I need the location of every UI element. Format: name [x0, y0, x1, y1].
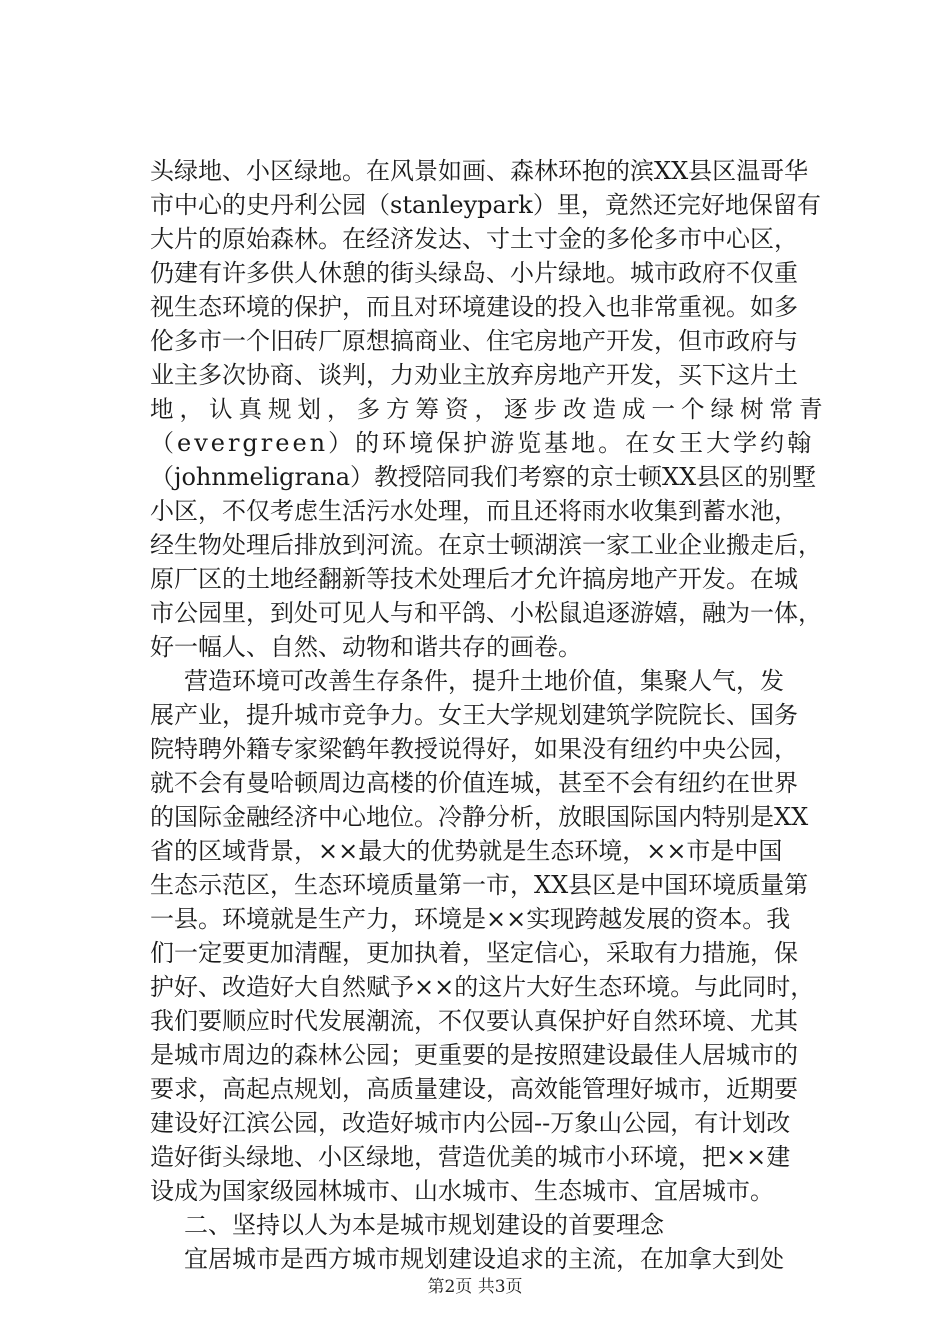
text-line: 市中心的史丹利公园（stanleypark）里，竟然还完好地保留有	[150, 191, 821, 219]
paragraph-start-line: 宜居城市是西方城市规划建设追求的主流，在加拿大到处	[184, 1245, 784, 1273]
text-line: 市公园里，到处可见人与和平鸽、小松鼠追逐游嬉，融为一体，	[150, 599, 822, 627]
text-line: 好一幅人、自然、动物和谐共存的画卷。	[150, 633, 582, 661]
text-line: 们一定要更加清醒，更加执着，坚定信心，采取有力措施，保	[150, 939, 798, 967]
text-line: 展产业，提升城市竞争力。女王大学规划建筑学院院长、国务	[150, 701, 798, 729]
section-heading: 二、坚持以人为本是城市规划建设的首要理念	[184, 1211, 664, 1239]
text-line: 经生物处理后排放到河流。在京士顿湖滨一家工业企业搬走后，	[150, 531, 822, 559]
document-body	[150, 154, 830, 1276]
text-line: 地，认真规划，多方筹资，逐步改造成一个绿树常青	[150, 395, 829, 423]
text-line: 一县。环境就是生产力，环境是××实现跨越发展的资本。我	[150, 905, 791, 933]
text-line: 院特聘外籍专家梁鹤年教授说得好，如果没有纽约中央公园，	[150, 735, 798, 763]
text-line: （johnmeligrana）教授陪同我们考察的京士顿XX县区的别墅	[150, 463, 817, 491]
text-line: 省的区域背景，××最大的优势就是生态环境，××市是中国	[150, 837, 783, 865]
text-line: 的国际金融经济中心地位。冷静分析，放眼国际国内特别是XX	[150, 803, 809, 831]
text-line: 大片的原始森林。在经济发达、寸土寸金的多伦多市中心区，	[150, 225, 798, 253]
text-line: 我们要顺应时代发展潮流，不仅要认真保护好自然环境、尤其	[150, 1007, 798, 1035]
text-line: 仍建有许多供人休憩的街头绿岛、小片绿地。城市政府不仅重	[150, 259, 798, 287]
text-line: 业主多次协商、谈判，力劝业主放弃房地产开发，买下这片土	[150, 361, 798, 389]
text-line: 设成为国家级园林城市、山水城市、生态城市、宜居城市。	[150, 1177, 774, 1205]
text-line: 建设好江滨公园，改造好城市内公园--万象山公园，有计划改	[150, 1109, 791, 1137]
text-line: 要求，高起点规划，高质量建设，高效能管理好城市，近期要	[150, 1075, 798, 1103]
text-line: 护好、改造好大自然赋予××的这片大好生态环境。与此同时，	[150, 973, 815, 1001]
text-line: 原厂区的土地经翻新等技术处理后才允许搞房地产开发。在城	[150, 565, 798, 593]
text-line: 伦多市一个旧砖厂原想搞商业、住宅房地产开发，但市政府与	[150, 327, 798, 355]
text-line: 视生态环境的保护，而且对环境建设的投入也非常重视。如多	[150, 293, 798, 321]
text-line: 造好街头绿地、小区绿地，营造优美的城市小环境，把××建	[150, 1143, 791, 1171]
text-line: 就不会有曼哈顿周边高楼的价值连城，甚至不会有纽约在世界	[150, 769, 798, 797]
text-line: （evergreen）的环境保护游览基地。在女王大学约翰	[150, 429, 815, 457]
text-line: 生态示范区，生态环境质量第一市，XX县区是中国环境质量第	[150, 871, 809, 899]
paragraph-start-line: 营造环境可改善生存条件，提升土地价值，集聚人气，发	[184, 667, 784, 695]
page-footer	[0, 1272, 950, 1297]
text-line: 小区，不仅考虑生活污水处理，而且还将雨水收集到蓄水池，	[150, 497, 798, 525]
text-line: 是城市周边的森林公园；更重要的是按照建设最佳人居城市的	[150, 1041, 798, 1069]
text-line: 头绿地、小区绿地。在风景如画、森林环抱的滨XX县区温哥华	[150, 157, 809, 185]
page-number-label: 第2页 共3页	[427, 1277, 523, 1297]
